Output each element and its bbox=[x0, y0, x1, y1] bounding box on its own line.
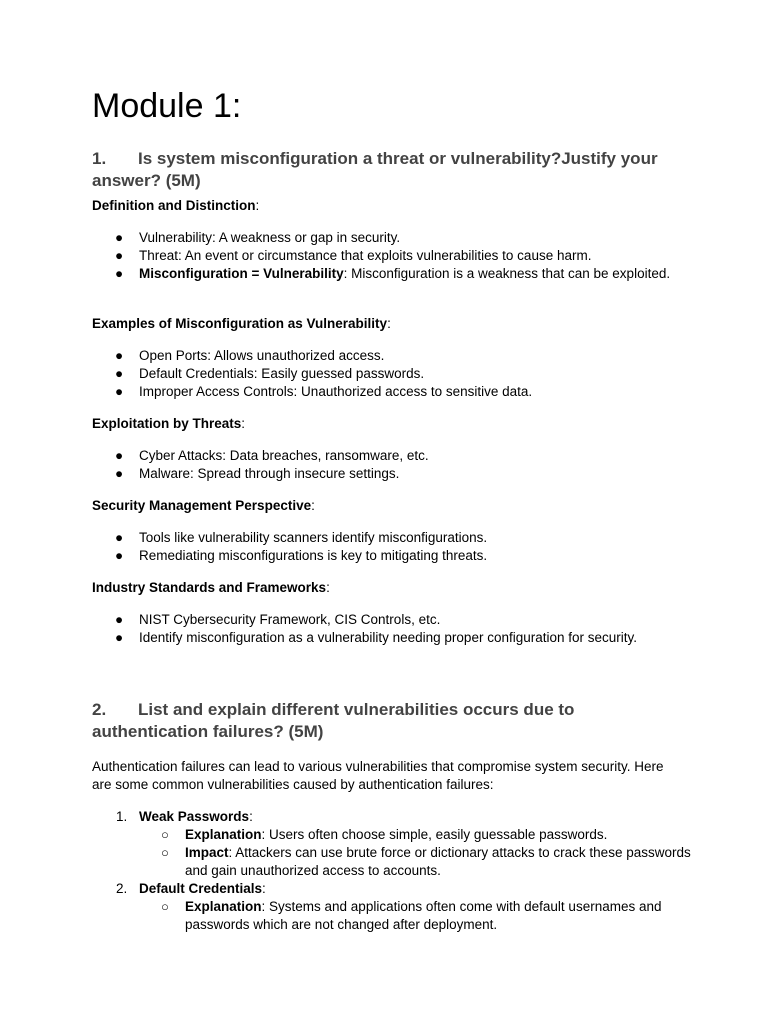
list-item: ● Identify misconfiguration as a vulnerability needing proper configuration for security. bbox=[115, 630, 638, 645]
list-item: ● Default Credentials: Easily guessed passwords. bbox=[115, 366, 425, 381]
section-heading: Definition and Distinction: bbox=[92, 198, 260, 213]
section-heading: Industry Standards and Frameworks: bbox=[92, 580, 330, 595]
list-item: ● NIST Cybersecurity Framework, CIS Controls, etc. bbox=[115, 612, 441, 627]
question-1-number: 1. bbox=[92, 149, 107, 168]
question-2-text: List and explain different vulnerabilities occurs due to authentication failures? (5M) bbox=[92, 700, 575, 741]
section-heading: Examples of Misconfiguration as Vulnerability: bbox=[92, 316, 391, 331]
list-item: ● Misconfiguration = Vulnerability: Misconfiguration is a weakness that can be exploited. bbox=[115, 266, 671, 281]
section-heading: Exploitation by Threats: bbox=[92, 416, 246, 431]
sub-list-item: ○ Impact: Attackers can use brute force or dictionary attacks to crack these passwords and gain unauthorized access to accounts. bbox=[161, 845, 691, 878]
list-item: ● Cyber Attacks: Data breaches, ransomware, etc. bbox=[115, 448, 429, 463]
bullet-list bbox=[92, 447, 692, 483]
bullet-list bbox=[92, 347, 692, 401]
intro-paragraph: Authentication failures can lead to various vulnerabilities that compromise system security. Here are some common vulnerabilities caused by authentication failures: bbox=[92, 759, 664, 792]
sub-list-item: ○ Explanation: Users often choose simple, easily guessable passwords. bbox=[161, 827, 608, 842]
bullet-list bbox=[92, 611, 692, 647]
numbered-list bbox=[92, 808, 692, 934]
sub-list-item: ○ Explanation: Systems and applications often come with default usernames and passwords which are not changed after deployment. bbox=[161, 899, 662, 932]
list-item: 2. Default Credentials: ○ Explanation: Systems and applications often come with default usernames and passwords which are not changed after deployment. bbox=[92, 880, 692, 934]
bullet-list bbox=[92, 229, 692, 283]
section-heading: Security Management Perspective: bbox=[92, 498, 315, 513]
question-1-heading bbox=[92, 148, 692, 192]
question-2-heading bbox=[92, 699, 692, 743]
list-item: ● Open Ports: Allows unauthorized access. bbox=[115, 348, 385, 363]
list-item: ● Improper Access Controls: Unauthorized access to sensitive data. bbox=[115, 384, 533, 399]
sub-list bbox=[139, 826, 692, 880]
list-item: 1. Weak Passwords: ○ Explanation: Users often choose simple, easily guessable passwords. ○ Impact: Attackers can use brute force or dictionary attacks to crack these passwords and gain unauthorized access to accounts. bbox=[116, 809, 691, 878]
module-title: Module 1: bbox=[92, 87, 242, 125]
list-item: ● Threat: An event or circumstance that exploits vulnerabilities to cause harm. bbox=[115, 248, 592, 263]
question-1-text: Is system misconfiguration a threat or vulnerability?Justify your answer? (5M) bbox=[92, 149, 658, 190]
question-2-number: 2. bbox=[92, 700, 107, 719]
bullet-list bbox=[92, 529, 692, 565]
list-item: ● Tools like vulnerability scanners identify misconfigurations. bbox=[115, 530, 488, 545]
list-item: ● Malware: Spread through insecure settings. bbox=[115, 466, 400, 481]
sub-list bbox=[139, 898, 692, 934]
list-item: ● Remediating misconfigurations is key to mitigating threats. bbox=[115, 548, 488, 563]
list-item: ● Vulnerability: A weakness or gap in security. bbox=[115, 230, 401, 245]
